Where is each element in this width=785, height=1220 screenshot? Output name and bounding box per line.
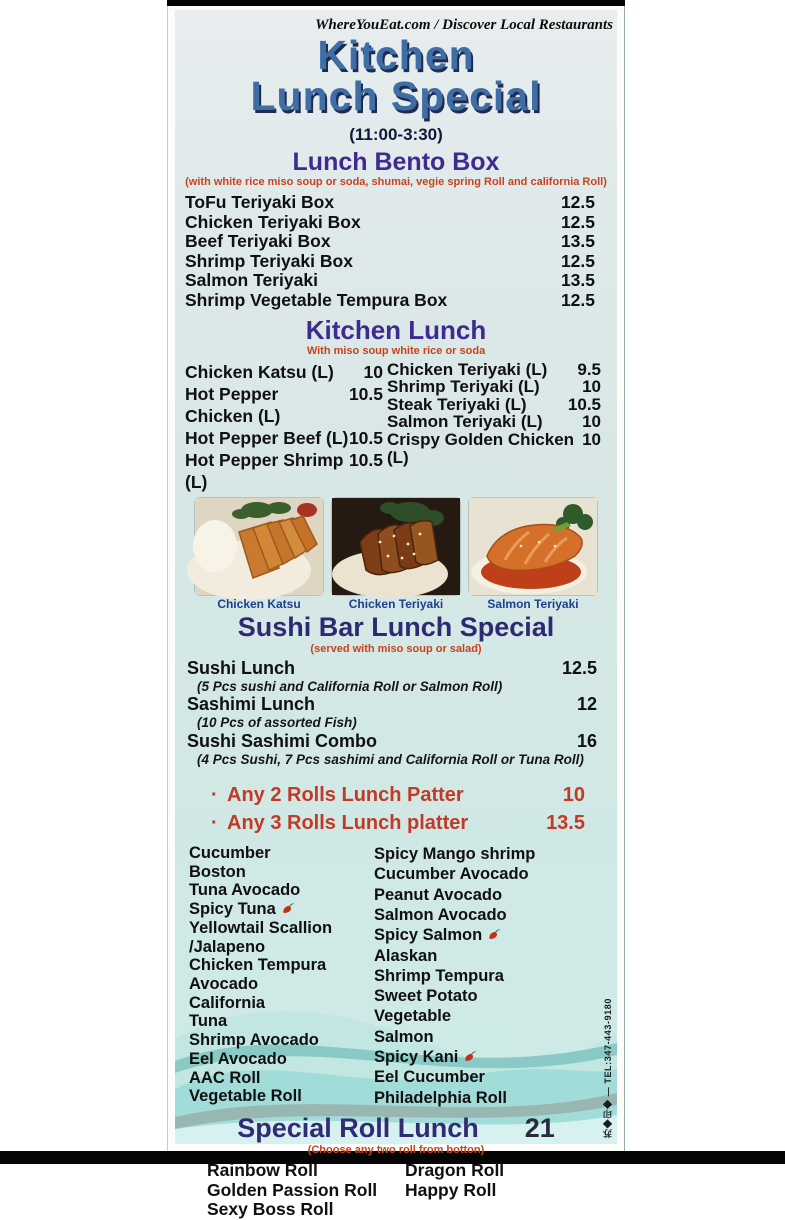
photo-caption: Chicken Teriyaki [348,596,444,611]
roll-item [374,864,604,884]
menu-item-row [185,271,595,291]
photo-caption: Salmon Teriyaki [487,596,579,611]
menu-item-row [187,658,597,679]
roll-item [189,863,374,882]
chili-icon [464,1050,477,1063]
menu-item-row [185,193,595,213]
sushi-list [175,656,617,768]
roll-item [374,1006,604,1026]
special-roll-header [175,1113,617,1144]
roll-item [374,946,604,966]
item-name: Tuna Avocado [189,881,301,900]
photo-caption: Chicken Katsu [217,596,301,611]
item-price: 13.5 [560,231,595,252]
item-name: AAC Roll [189,1068,261,1087]
special-roll-price: 21 [524,1112,555,1143]
menu-card [167,6,625,1220]
roll-item [189,919,374,938]
item-name: Tuna [189,1012,228,1031]
item-price: 12.5 [561,657,597,678]
item-name: Hot Pepper Shrimp (L) [185,449,344,492]
photo-salmon-teriyaki [469,498,597,595]
item-price: 12.5 [560,289,595,310]
item-name: Salmon [374,1027,434,1046]
item-price: 13.5 [560,270,595,291]
roll-item [189,844,374,863]
menu-item-row [387,378,601,396]
item-name: Chicken Katsu (L) [185,361,334,382]
roll-item [374,966,604,986]
menu-item-row [185,291,595,311]
photo-chicken-katsu [195,498,323,595]
item-name: Sweet Potato [374,987,478,1006]
item-name: Chicken Teriyaki Box [185,211,361,232]
roll-item [405,1161,585,1181]
hours: (11:00-3:30) [349,125,443,144]
item-name: Chicken Tempura [189,956,327,975]
kitchen-title: Kitchen Lunch [305,314,487,345]
bento-list [175,189,617,311]
roll-item [374,986,604,1006]
menu-title-line2: Lunch Special [250,73,542,119]
roll-item [374,925,604,945]
item-price: 10 [363,361,383,382]
item-description: (4 Pcs Sushi, 7 Pcs sashimi and California Roll or Tuna Roll) [197,751,584,767]
item-name: Golden Passion Roll [207,1179,378,1200]
special-right-column [405,1161,585,1220]
item-price: 12.5 [560,192,595,212]
item-name: Shrimp Avocado [189,1031,319,1050]
rolls-left-column [189,844,374,1108]
roll-item [189,881,374,900]
rolls-right-column [374,844,604,1108]
item-name: Alaskan [374,946,438,965]
kitchen-note: With miso soup white rice or soda [306,344,486,357]
item-name: Sashimi Lunch [187,694,316,715]
item-price: 10.5 [567,394,601,414]
menu-title [175,32,617,119]
item-name: Hot Pepper Beef (L) [185,427,349,448]
item-name: Salmon Teriyaki [185,270,318,291]
menu-item-row [387,396,601,414]
item-price: 10 [562,784,585,807]
item-name: Eel Cucumber [374,1068,485,1087]
platter-row [211,782,585,810]
roll-platter-specials [211,782,585,837]
bullet-dot: · [211,784,218,807]
menu-item-row [185,383,383,427]
bullet-dot: · [211,811,218,834]
roll-item [189,1012,374,1031]
item-name: Spicy Mango shrimp [374,845,536,864]
item-name: Hot Pepper Chicken (L) [185,383,281,426]
item-name: Chicken Teriyaki (L) [387,359,548,379]
item-name: ToFu Teriyaki Box [185,192,335,212]
item-price: 10 [582,377,601,397]
printer-mark: 苏◆印◆ — TEL:347-443-9180 [603,998,613,1138]
item-description: (10 Pcs of assorted Fish) [197,715,357,731]
food-photos [175,498,617,595]
roll-item [207,1200,405,1220]
menu-item-row [387,413,601,431]
item-price: 10.5 [348,449,383,470]
roll-item [374,844,604,864]
sushi-note: (served with miso soup or salad) [310,642,482,655]
special-roll-columns [175,1161,617,1220]
roll-item [207,1181,405,1201]
item-price: 9.5 [577,359,601,379]
roll-item [189,1050,374,1069]
item-name: Happy Roll [405,1179,497,1200]
watermark: WhereYouEat.com / Discover Local Restaurants [315,17,613,33]
bento-title: Lunch Bento Box [292,148,500,176]
item-name: Steak Teriyaki (L) [387,394,527,414]
roll-item [374,1027,604,1047]
roll-item [374,1067,604,1087]
item-price: 10 [582,429,601,449]
item-name: Rainbow Roll [207,1159,318,1180]
chili-icon [282,902,295,915]
item-name: Peanut Avocado [374,885,503,904]
roll-item [189,1069,374,1088]
item-name: Sushi Lunch [187,657,295,678]
menu-item-row [185,252,595,272]
menu-title-line1: Kitchen [317,32,475,78]
menu-item-row [185,361,383,383]
item-name: Any 3 Rolls Lunch platter [227,811,469,834]
rolls-columns [175,844,617,1108]
item-name: California [189,993,266,1012]
platter-row [211,810,585,838]
item-name: Spicy Tuna [189,900,276,919]
roll-item [374,1088,604,1108]
item-name: Avocado [189,974,259,993]
sushi-item [187,694,597,731]
roll-item [189,938,374,957]
sushi-item [187,731,597,768]
kitchen-columns [175,358,617,493]
item-name: Eel Avocado [189,1049,287,1068]
item-name: Vegetable [374,1007,452,1026]
menu-item-row [185,449,383,493]
item-name: Salmon Teriyaki (L) [387,412,543,432]
photo-chicken-teriyaki [332,498,460,595]
item-name: Shrimp Vegetable Tempura Box [185,289,448,310]
menu-item-row [187,731,597,752]
item-price: 12 [576,694,597,715]
item-name: Boston [189,862,246,881]
item-name: /Jalapeno [189,937,266,956]
item-price: 10.5 [348,427,383,448]
chili-icon [488,928,501,941]
item-name: Sushi Sashimi Combo [187,730,378,751]
roll-item [374,1047,604,1067]
roll-item [189,975,374,994]
item-name: Cucumber [189,844,271,863]
item-name: Crispy Golden Chicken (L) [387,429,575,467]
item-price: 10 [582,412,601,432]
item-name: Cucumber Avocado [374,865,529,884]
item-name: Spicy Kani [374,1048,459,1067]
item-name: Beef Teriyaki Box [185,231,331,252]
roll-item [189,1031,374,1050]
item-name: Yellowtail Scallion [189,918,333,937]
kitchen-right-column [387,361,601,493]
roll-item [189,994,374,1013]
item-name: Dragon Roll [405,1159,505,1180]
item-name: Shrimp Teriyaki Box [185,250,353,271]
sushi-title: Sushi Bar Lunch Special [237,611,555,642]
item-description: (5 Pcs sushi and California Roll or Salmon Roll) [197,678,503,694]
menu-item-row [387,431,601,466]
item-name: Shrimp Tempura [374,966,504,985]
menu-item-row [387,361,601,379]
item-price: 13.5 [546,811,585,834]
roll-item [189,900,374,919]
special-roll-title: Special Roll Lunch [237,1112,479,1143]
item-price: 16 [576,730,597,751]
item-name: Salmon Avocado [374,905,507,924]
item-name: Any 2 Rolls Lunch Patter [227,784,464,807]
roll-item [374,885,604,905]
roll-item [405,1181,585,1201]
menu-item-row [185,213,595,233]
menu-paper [175,10,617,1220]
roll-item [207,1161,405,1181]
menu-item-row [185,427,383,449]
menu-item-row [187,694,597,715]
item-name: Shrimp Teriyaki (L) [387,377,540,397]
item-price: 12.5 [560,250,595,271]
roll-item [189,1087,374,1106]
sushi-item [187,658,597,695]
item-price: 12.5 [560,211,595,232]
item-name: Vegetable Roll [189,1087,302,1106]
roll-item [189,956,374,975]
item-name: Spicy Salmon [374,926,483,945]
item-name: Philadelphia Roll [374,1088,507,1107]
special-roll-note: (Choose any two roll from botton) [307,1143,485,1156]
special-left-column [207,1161,405,1220]
photo-captions [175,597,617,611]
menu-item-row [185,232,595,252]
item-price: 10.5 [348,383,383,404]
roll-item [374,905,604,925]
bento-note: (with white rice miso soup or soda, shumai, vegie spring Roll and california Roll) [185,176,607,188]
kitchen-left-column [185,361,383,493]
item-name: Sexy Boss Roll [207,1199,334,1220]
